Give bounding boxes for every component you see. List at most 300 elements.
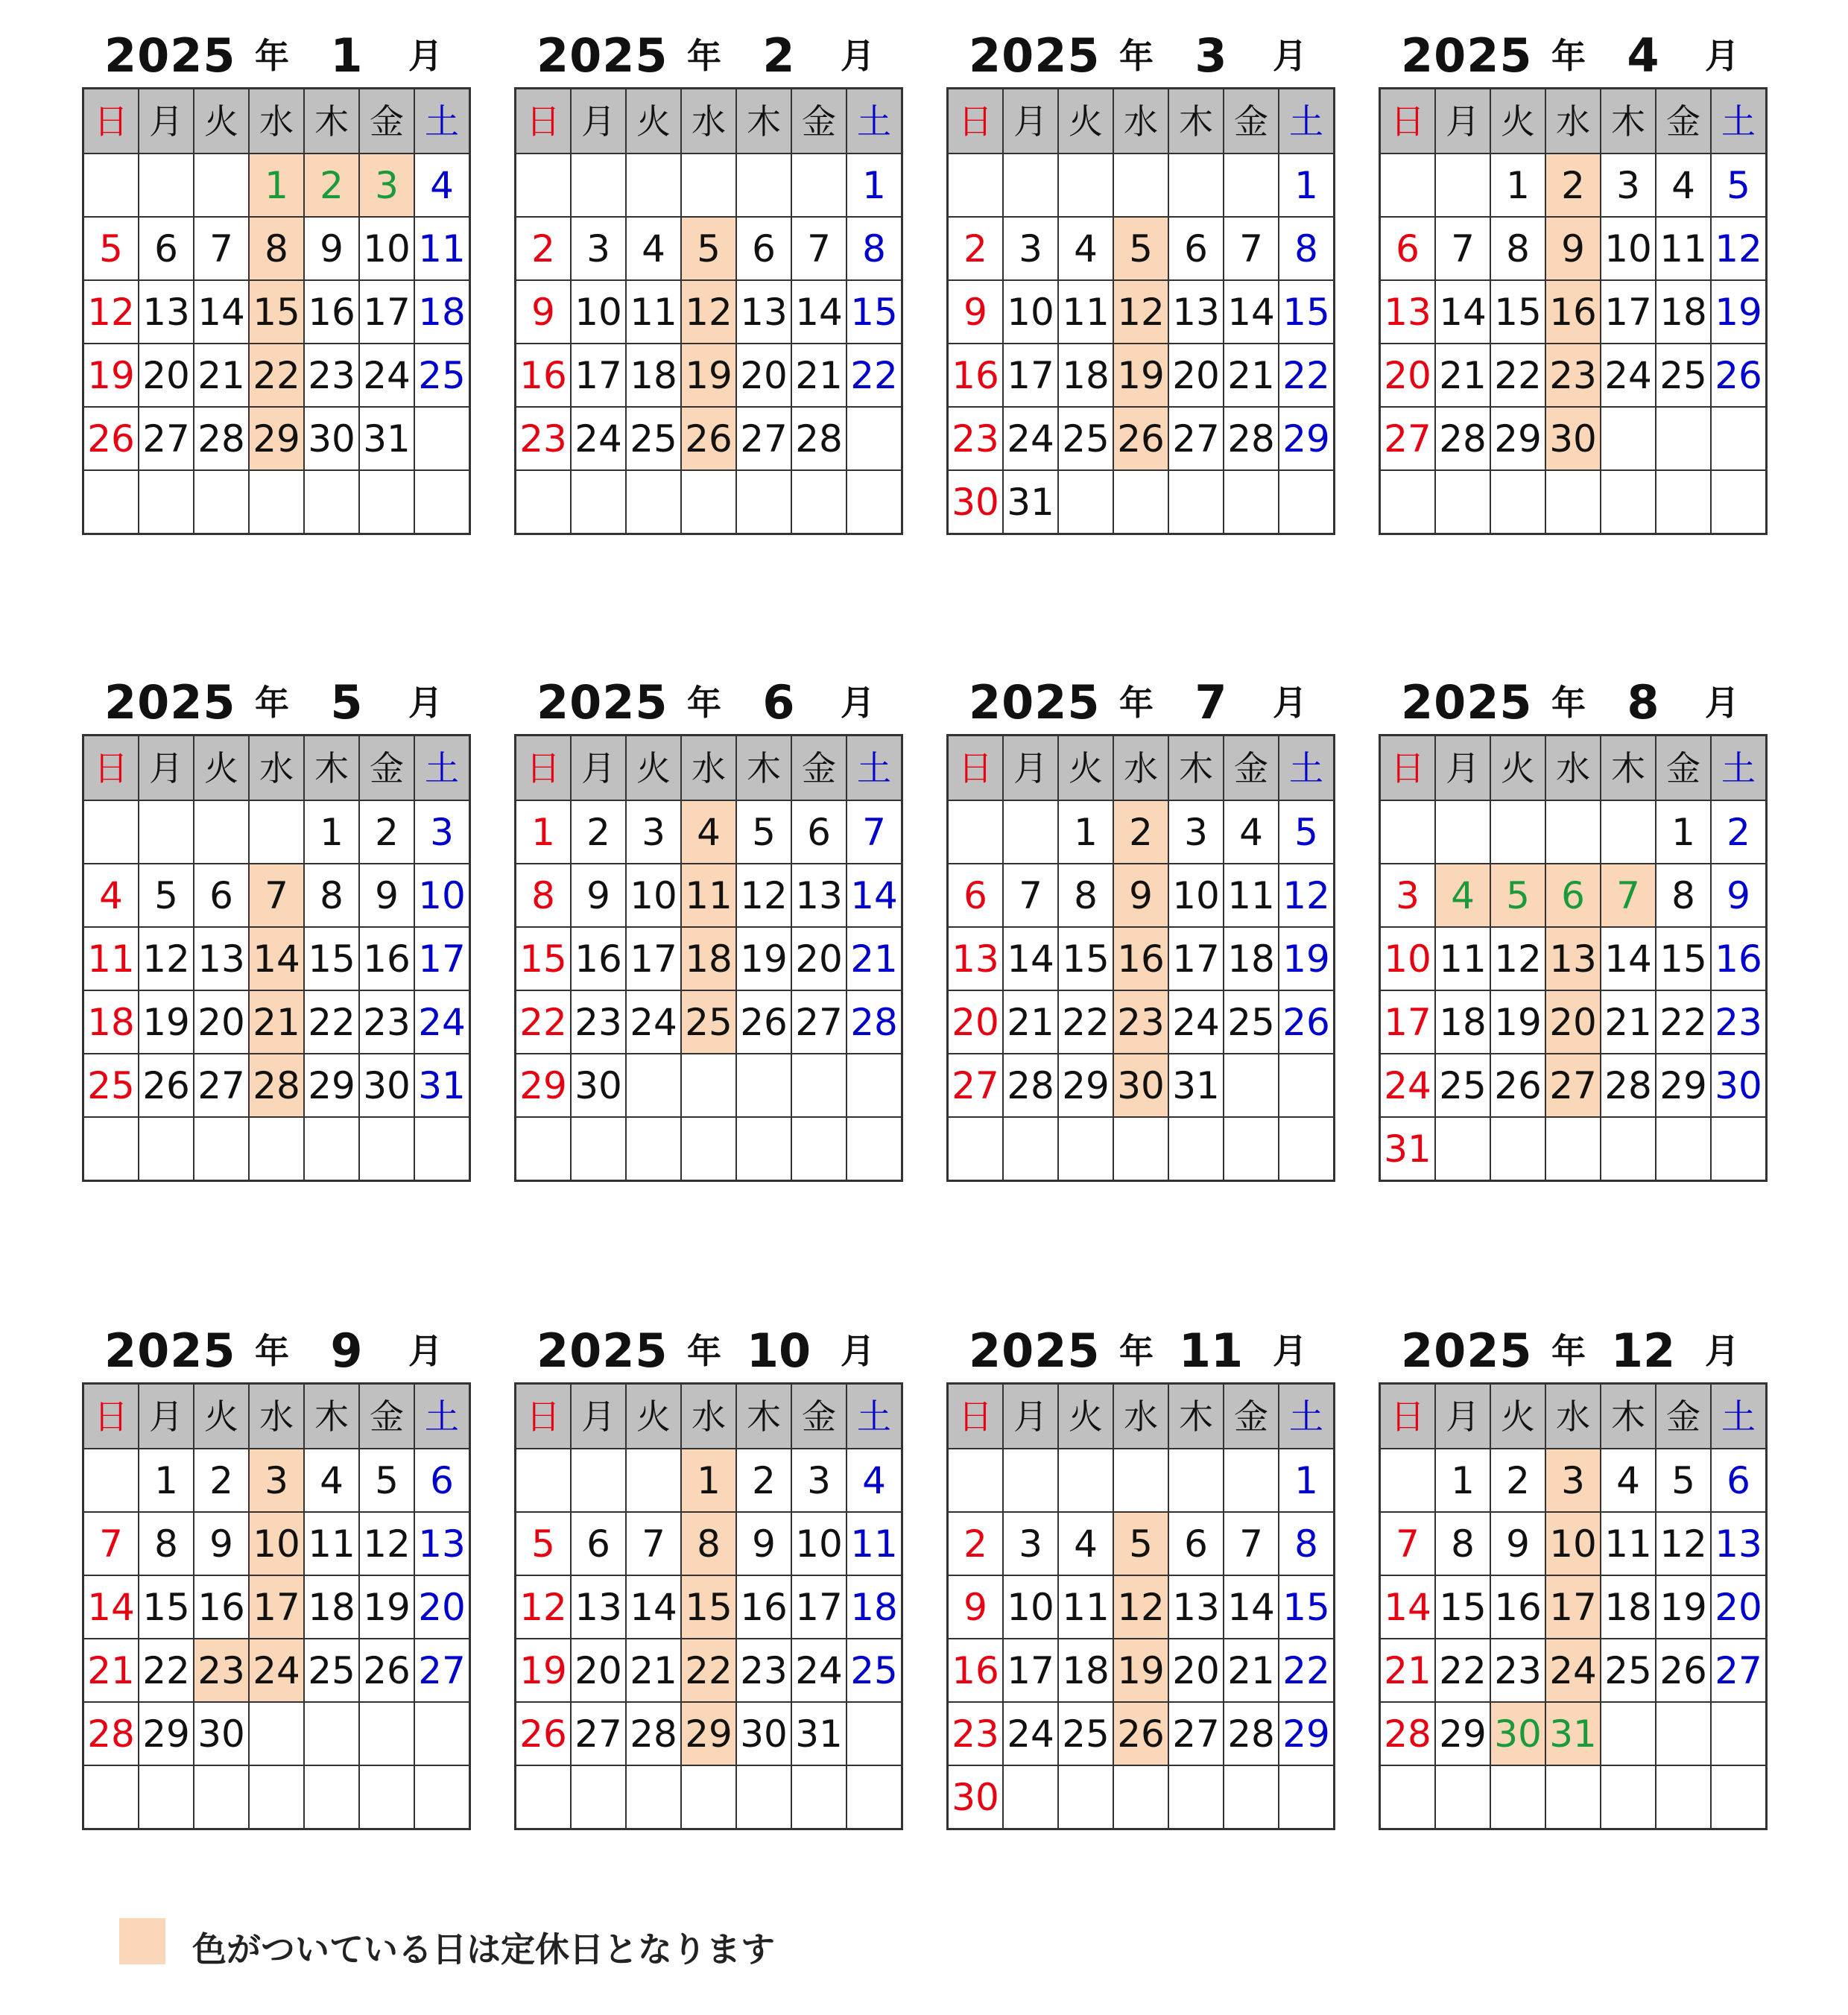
day-cell: 3 bbox=[626, 800, 681, 864]
closed-day-cell: 4 bbox=[681, 800, 736, 864]
day-cell: 19 bbox=[1711, 280, 1767, 344]
week-row bbox=[83, 470, 470, 534]
month-number: 12 bbox=[1610, 1323, 1676, 1378]
empty-day-cell bbox=[139, 800, 194, 864]
day-cell: 12 bbox=[516, 1575, 572, 1639]
empty-day-cell bbox=[847, 407, 902, 470]
empty-day-cell bbox=[736, 1765, 791, 1829]
weekday-header: 火 bbox=[1058, 736, 1113, 801]
day-cell: 12 bbox=[1711, 217, 1767, 280]
day-cell: 7 bbox=[791, 217, 847, 280]
week-row bbox=[516, 344, 902, 407]
week-row bbox=[83, 217, 470, 280]
day-cell: 25 bbox=[304, 1639, 359, 1702]
day-cell: 19 bbox=[1490, 990, 1545, 1054]
empty-day-cell bbox=[1058, 470, 1113, 534]
weekday-header-row bbox=[1380, 736, 1767, 801]
weekday-header: 月 bbox=[1435, 736, 1490, 801]
day-cell: 3 bbox=[1601, 154, 1656, 217]
empty-day-cell bbox=[249, 1765, 304, 1829]
closed-day-swatch bbox=[119, 1918, 165, 1964]
week-row bbox=[83, 344, 470, 407]
empty-day-cell bbox=[1168, 470, 1224, 534]
month-title bbox=[82, 671, 461, 734]
weekday-header: 火 bbox=[626, 736, 681, 801]
day-cell: 28 bbox=[1601, 1054, 1656, 1117]
day-cell: 17 bbox=[414, 927, 470, 990]
week-row bbox=[516, 990, 902, 1054]
day-cell: 8 bbox=[139, 1512, 194, 1575]
year-suffix: 年 bbox=[1119, 683, 1154, 723]
weekday-header: 火 bbox=[1490, 1384, 1545, 1449]
day-cell: 26 bbox=[516, 1702, 572, 1765]
day-cell: 14 bbox=[1224, 280, 1279, 344]
day-cell: 31 bbox=[414, 1054, 470, 1117]
empty-day-cell bbox=[571, 1449, 626, 1512]
weekday-header: 火 bbox=[1058, 1384, 1113, 1449]
day-cell: 19 bbox=[139, 990, 194, 1054]
week-row bbox=[948, 280, 1335, 344]
day-cell: 13 bbox=[736, 280, 791, 344]
week-row bbox=[516, 470, 902, 534]
month-grid bbox=[514, 734, 903, 1182]
day-cell: 1 bbox=[847, 154, 902, 217]
day-cell: 26 bbox=[1490, 1054, 1545, 1117]
day-cell: 17 bbox=[1380, 990, 1436, 1054]
month-grid bbox=[946, 87, 1335, 535]
day-cell: 2 bbox=[571, 800, 626, 864]
day-cell: 14 bbox=[1003, 927, 1058, 990]
month-grid bbox=[946, 1382, 1335, 1830]
weekday-header: 水 bbox=[681, 736, 736, 801]
empty-day-cell bbox=[1168, 1449, 1224, 1512]
empty-day-cell bbox=[1656, 470, 1711, 534]
empty-day-cell bbox=[1656, 1765, 1711, 1829]
month-number: 2 bbox=[762, 28, 795, 83]
week-row bbox=[516, 1702, 902, 1765]
day-cell: 4 bbox=[1058, 1512, 1113, 1575]
empty-day-cell bbox=[139, 154, 194, 217]
weekday-header: 金 bbox=[1656, 89, 1711, 154]
year: 2025 bbox=[969, 675, 1101, 730]
month-number: 7 bbox=[1194, 675, 1227, 730]
weekday-header: 木 bbox=[1168, 736, 1224, 801]
week-row bbox=[948, 864, 1335, 927]
day-cell: 11 bbox=[1224, 864, 1279, 927]
empty-day-cell bbox=[1224, 1054, 1279, 1117]
day-cell: 17 bbox=[1003, 344, 1058, 407]
day-cell: 25 bbox=[414, 344, 470, 407]
day-cell: 29 bbox=[1058, 1054, 1113, 1117]
closed-day-cell: 13 bbox=[1545, 927, 1601, 990]
empty-day-cell bbox=[1168, 1117, 1224, 1181]
weekday-header: 月 bbox=[1003, 736, 1058, 801]
empty-day-cell bbox=[1058, 154, 1113, 217]
closed-day-cell: 3 bbox=[359, 154, 414, 217]
day-cell: 26 bbox=[1711, 344, 1767, 407]
day-cell: 8 bbox=[304, 864, 359, 927]
weekday-header: 木 bbox=[304, 1384, 359, 1449]
day-cell: 12 bbox=[83, 280, 139, 344]
day-cell: 4 bbox=[1601, 1449, 1656, 1512]
day-cell: 1 bbox=[304, 800, 359, 864]
day-cell: 18 bbox=[414, 280, 470, 344]
day-cell: 10 bbox=[1380, 927, 1436, 990]
weekday-header: 月 bbox=[571, 736, 626, 801]
week-row bbox=[516, 1512, 902, 1575]
day-cell: 2 bbox=[1711, 800, 1767, 864]
day-cell: 31 bbox=[359, 407, 414, 470]
day-cell: 26 bbox=[736, 990, 791, 1054]
closed-day-cell: 1 bbox=[249, 154, 304, 217]
empty-day-cell bbox=[847, 1765, 902, 1829]
weekday-header: 木 bbox=[304, 736, 359, 801]
weekday-header: 日 bbox=[516, 1384, 572, 1449]
weekday-header-row bbox=[948, 89, 1335, 154]
closed-day-cell: 14 bbox=[249, 927, 304, 990]
empty-day-cell bbox=[139, 1765, 194, 1829]
empty-day-cell bbox=[1711, 470, 1767, 534]
empty-day-cell bbox=[681, 154, 736, 217]
closed-day-cell: 4 bbox=[1435, 864, 1490, 927]
closed-day-cell: 5 bbox=[1113, 1512, 1168, 1575]
empty-day-cell bbox=[516, 1765, 572, 1829]
weekday-header: 火 bbox=[626, 1384, 681, 1449]
month-suffix: 月 bbox=[1705, 683, 1739, 723]
day-cell: 9 bbox=[304, 217, 359, 280]
month-title bbox=[514, 1319, 893, 1382]
day-cell: 18 bbox=[1435, 990, 1490, 1054]
day-cell: 12 bbox=[1279, 864, 1335, 927]
weekday-header: 月 bbox=[571, 1384, 626, 1449]
empty-day-cell bbox=[1711, 1702, 1767, 1765]
weekday-header: 日 bbox=[83, 89, 139, 154]
week-row bbox=[516, 1054, 902, 1117]
week-row bbox=[1380, 800, 1767, 864]
day-cell: 9 bbox=[948, 1575, 1004, 1639]
day-cell: 30 bbox=[1711, 1054, 1767, 1117]
weekday-header: 水 bbox=[1545, 89, 1601, 154]
day-cell: 23 bbox=[948, 1702, 1004, 1765]
empty-day-cell bbox=[359, 1702, 414, 1765]
weekday-header: 日 bbox=[1380, 89, 1436, 154]
weekday-header: 土 bbox=[1279, 736, 1335, 801]
day-cell: 23 bbox=[1490, 1639, 1545, 1702]
day-cell: 12 bbox=[736, 864, 791, 927]
weekday-header: 月 bbox=[1003, 89, 1058, 154]
week-row bbox=[83, 800, 470, 864]
empty-day-cell bbox=[948, 1117, 1004, 1181]
day-cell: 15 bbox=[1279, 280, 1335, 344]
day-cell: 3 bbox=[791, 1449, 847, 1512]
day-cell: 13 bbox=[571, 1575, 626, 1639]
weekday-header-row bbox=[516, 89, 902, 154]
empty-day-cell bbox=[304, 1765, 359, 1829]
empty-day-cell bbox=[847, 1054, 902, 1117]
day-cell: 26 bbox=[359, 1639, 414, 1702]
year: 2025 bbox=[1401, 1323, 1533, 1378]
day-cell: 21 bbox=[791, 344, 847, 407]
closed-day-cell: 29 bbox=[681, 1702, 736, 1765]
weekday-header: 土 bbox=[414, 1384, 470, 1449]
month-calendar bbox=[514, 24, 898, 535]
empty-day-cell bbox=[359, 1765, 414, 1829]
empty-day-cell bbox=[1490, 800, 1545, 864]
weekday-header: 木 bbox=[736, 89, 791, 154]
day-cell: 20 bbox=[139, 344, 194, 407]
month-title bbox=[946, 671, 1325, 734]
month-calendar bbox=[514, 1319, 898, 1830]
week-row bbox=[83, 1449, 470, 1512]
week-row bbox=[83, 1639, 470, 1702]
day-cell: 29 bbox=[1656, 1054, 1711, 1117]
weekday-header-row bbox=[83, 736, 470, 801]
day-cell: 16 bbox=[571, 927, 626, 990]
empty-day-cell bbox=[304, 1117, 359, 1181]
week-row bbox=[948, 1054, 1335, 1117]
weekday-header-row bbox=[948, 1384, 1335, 1449]
week-row bbox=[516, 217, 902, 280]
weekday-header: 金 bbox=[791, 1384, 847, 1449]
weekday-header: 水 bbox=[681, 1384, 736, 1449]
day-cell: 5 bbox=[516, 1512, 572, 1575]
day-cell: 6 bbox=[414, 1449, 470, 1512]
day-cell: 24 bbox=[1168, 990, 1224, 1054]
day-cell: 25 bbox=[847, 1639, 902, 1702]
day-cell: 16 bbox=[1711, 927, 1767, 990]
day-cell: 9 bbox=[194, 1512, 249, 1575]
empty-day-cell bbox=[1279, 470, 1335, 534]
week-row bbox=[516, 864, 902, 927]
month-suffix: 月 bbox=[1273, 36, 1307, 76]
closed-day-cell: 8 bbox=[681, 1512, 736, 1575]
day-cell: 2 bbox=[1490, 1449, 1545, 1512]
day-cell: 24 bbox=[1003, 407, 1058, 470]
empty-day-cell bbox=[1380, 1765, 1436, 1829]
empty-day-cell bbox=[1711, 1765, 1767, 1829]
day-cell: 10 bbox=[414, 864, 470, 927]
day-cell: 13 bbox=[139, 280, 194, 344]
month-title bbox=[1379, 671, 1757, 734]
day-cell: 6 bbox=[1168, 217, 1224, 280]
weekday-header: 水 bbox=[249, 89, 304, 154]
week-row bbox=[948, 1639, 1335, 1702]
month-number: 5 bbox=[330, 675, 363, 730]
weekday-header-row bbox=[1380, 89, 1767, 154]
day-cell: 20 bbox=[194, 990, 249, 1054]
day-cell: 18 bbox=[1224, 927, 1279, 990]
closed-day-cell: 21 bbox=[249, 990, 304, 1054]
week-row bbox=[948, 344, 1335, 407]
day-cell: 7 bbox=[1224, 1512, 1279, 1575]
day-cell: 20 bbox=[791, 927, 847, 990]
day-cell: 2 bbox=[359, 800, 414, 864]
week-row bbox=[948, 470, 1335, 534]
month-title bbox=[514, 671, 893, 734]
weekday-header: 金 bbox=[791, 736, 847, 801]
day-cell: 11 bbox=[1058, 280, 1113, 344]
month-number: 9 bbox=[330, 1323, 363, 1378]
weekday-header: 金 bbox=[791, 89, 847, 154]
day-cell: 20 bbox=[571, 1639, 626, 1702]
empty-day-cell bbox=[1545, 1117, 1601, 1181]
empty-day-cell bbox=[1545, 1765, 1601, 1829]
empty-day-cell bbox=[1711, 1117, 1767, 1181]
empty-day-cell bbox=[948, 800, 1004, 864]
empty-day-cell bbox=[948, 1449, 1004, 1512]
weekday-header-row bbox=[948, 736, 1335, 801]
empty-day-cell bbox=[681, 1765, 736, 1829]
weekday-header: 火 bbox=[1490, 736, 1545, 801]
weekday-header: 月 bbox=[571, 89, 626, 154]
day-cell: 18 bbox=[1601, 1575, 1656, 1639]
month-number: 8 bbox=[1627, 675, 1659, 730]
day-cell: 15 bbox=[304, 927, 359, 990]
day-cell: 14 bbox=[1380, 1575, 1436, 1639]
day-cell: 18 bbox=[847, 1575, 902, 1639]
day-cell: 5 bbox=[1279, 800, 1335, 864]
empty-day-cell bbox=[571, 154, 626, 217]
empty-day-cell bbox=[249, 1702, 304, 1765]
day-cell: 26 bbox=[1279, 990, 1335, 1054]
empty-day-cell bbox=[516, 1117, 572, 1181]
empty-day-cell bbox=[1490, 470, 1545, 534]
day-cell: 13 bbox=[1380, 280, 1436, 344]
weekday-header: 水 bbox=[1113, 89, 1168, 154]
empty-day-cell bbox=[1224, 1765, 1279, 1829]
empty-day-cell bbox=[414, 1117, 470, 1181]
day-cell: 28 bbox=[1435, 407, 1490, 470]
week-row bbox=[948, 990, 1335, 1054]
day-cell: 2 bbox=[948, 1512, 1004, 1575]
day-cell: 4 bbox=[626, 217, 681, 280]
closed-day-cell: 22 bbox=[249, 344, 304, 407]
closed-day-cell: 25 bbox=[681, 990, 736, 1054]
day-cell: 17 bbox=[1601, 280, 1656, 344]
day-cell: 16 bbox=[194, 1575, 249, 1639]
weekday-header: 日 bbox=[1380, 736, 1436, 801]
empty-day-cell bbox=[516, 154, 572, 217]
week-row bbox=[948, 1449, 1335, 1512]
day-cell: 30 bbox=[571, 1054, 626, 1117]
day-cell: 8 bbox=[1279, 217, 1335, 280]
empty-day-cell bbox=[571, 1117, 626, 1181]
day-cell: 4 bbox=[83, 864, 139, 927]
empty-day-cell bbox=[791, 1765, 847, 1829]
day-cell: 25 bbox=[83, 1054, 139, 1117]
week-row bbox=[948, 927, 1335, 990]
empty-day-cell bbox=[1113, 1765, 1168, 1829]
weekday-header: 火 bbox=[194, 736, 249, 801]
empty-day-cell bbox=[304, 470, 359, 534]
year-suffix: 年 bbox=[687, 36, 721, 76]
empty-day-cell bbox=[626, 1054, 681, 1117]
day-cell: 19 bbox=[516, 1639, 572, 1702]
weekday-header-row bbox=[516, 1384, 902, 1449]
day-cell: 5 bbox=[1711, 154, 1767, 217]
day-cell: 19 bbox=[1279, 927, 1335, 990]
week-row bbox=[1380, 1702, 1767, 1765]
closed-day-cell: 5 bbox=[1113, 217, 1168, 280]
empty-day-cell bbox=[1601, 470, 1656, 534]
day-cell: 21 bbox=[194, 344, 249, 407]
empty-day-cell bbox=[1224, 1117, 1279, 1181]
day-cell: 13 bbox=[194, 927, 249, 990]
year-suffix: 年 bbox=[255, 1331, 289, 1371]
week-row bbox=[948, 1512, 1335, 1575]
year-suffix: 年 bbox=[255, 36, 289, 76]
closed-day-cell: 15 bbox=[249, 280, 304, 344]
year-suffix: 年 bbox=[1551, 36, 1586, 76]
day-cell: 1 bbox=[1058, 800, 1113, 864]
empty-day-cell bbox=[1279, 1765, 1335, 1829]
empty-day-cell bbox=[83, 800, 139, 864]
month-title bbox=[946, 24, 1325, 87]
day-cell: 3 bbox=[1003, 1512, 1058, 1575]
empty-day-cell bbox=[1711, 407, 1767, 470]
empty-day-cell bbox=[1003, 1449, 1058, 1512]
week-row bbox=[948, 1117, 1335, 1181]
day-cell: 27 bbox=[948, 1054, 1004, 1117]
weekday-header: 月 bbox=[1003, 1384, 1058, 1449]
month-calendar bbox=[946, 671, 1330, 1182]
day-cell: 16 bbox=[1490, 1575, 1545, 1639]
day-cell: 11 bbox=[1435, 927, 1490, 990]
day-cell: 18 bbox=[1058, 1639, 1113, 1702]
day-cell: 31 bbox=[1168, 1054, 1224, 1117]
day-cell: 25 bbox=[1656, 344, 1711, 407]
week-row bbox=[516, 1639, 902, 1702]
day-cell: 22 bbox=[1279, 344, 1335, 407]
month-number: 10 bbox=[746, 1323, 811, 1378]
week-row bbox=[83, 1117, 470, 1181]
month-calendar bbox=[1379, 671, 1762, 1182]
day-cell: 23 bbox=[304, 344, 359, 407]
weekday-header: 木 bbox=[736, 1384, 791, 1449]
day-cell: 21 bbox=[847, 927, 902, 990]
day-cell: 29 bbox=[1279, 1702, 1335, 1765]
day-cell: 2 bbox=[194, 1449, 249, 1512]
day-cell: 28 bbox=[847, 990, 902, 1054]
month-grid bbox=[82, 734, 471, 1182]
day-cell: 9 bbox=[571, 864, 626, 927]
empty-day-cell bbox=[736, 470, 791, 534]
year: 2025 bbox=[537, 28, 668, 83]
day-cell: 12 bbox=[1656, 1512, 1711, 1575]
day-cell: 29 bbox=[139, 1702, 194, 1765]
closed-day-cell: 30 bbox=[1490, 1702, 1545, 1765]
closed-day-cell: 7 bbox=[1601, 864, 1656, 927]
week-row bbox=[83, 1054, 470, 1117]
year: 2025 bbox=[1401, 675, 1533, 730]
day-cell: 2 bbox=[516, 217, 572, 280]
day-cell: 18 bbox=[83, 990, 139, 1054]
empty-day-cell bbox=[736, 1054, 791, 1117]
day-cell: 30 bbox=[948, 1765, 1004, 1829]
day-cell: 12 bbox=[359, 1512, 414, 1575]
day-cell: 14 bbox=[847, 864, 902, 927]
weekday-header: 水 bbox=[1113, 736, 1168, 801]
day-cell: 22 bbox=[139, 1639, 194, 1702]
day-cell: 23 bbox=[1711, 990, 1767, 1054]
empty-day-cell bbox=[1435, 1765, 1490, 1829]
year-suffix: 年 bbox=[687, 1331, 721, 1371]
closed-day-cell: 10 bbox=[249, 1512, 304, 1575]
day-cell: 19 bbox=[83, 344, 139, 407]
day-cell: 2 bbox=[736, 1449, 791, 1512]
weekday-header: 土 bbox=[847, 736, 902, 801]
day-cell: 28 bbox=[83, 1702, 139, 1765]
